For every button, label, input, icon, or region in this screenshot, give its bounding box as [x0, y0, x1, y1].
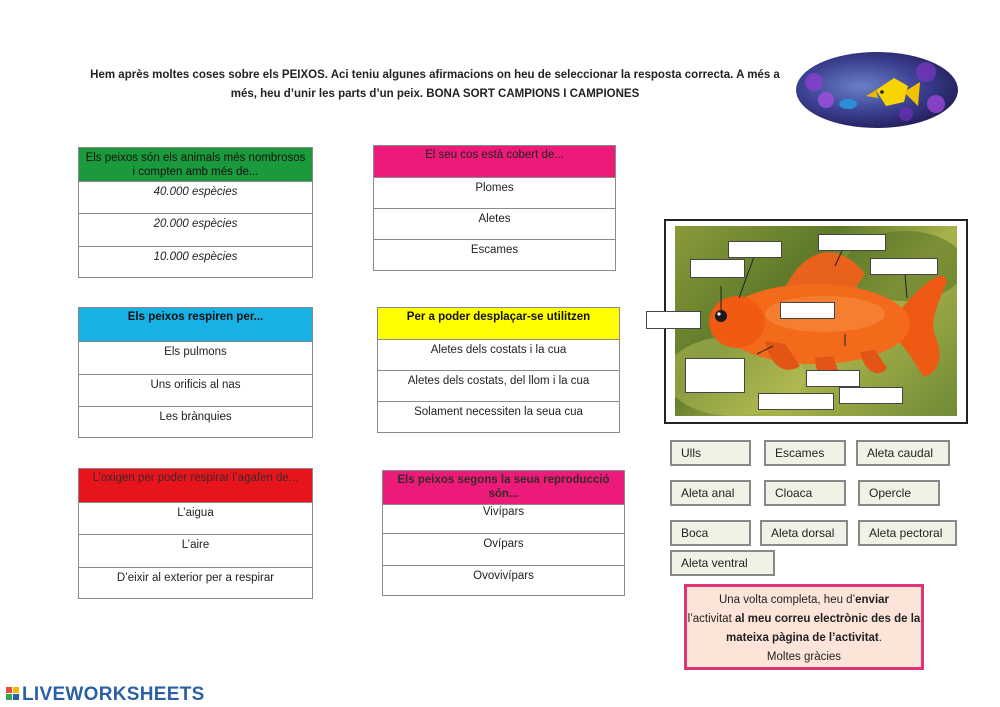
question-header — [374, 146, 615, 177]
fish-label-slot[interactable] — [780, 302, 835, 319]
question-header — [378, 308, 619, 339]
fish-label-slot[interactable] — [758, 393, 834, 410]
note-thanks: Moltes gràcies — [766, 651, 842, 663]
answer-option[interactable]: Uns orificis al nas — [79, 374, 312, 406]
instructions-line-1: Hem après moltes coses sobre els PEIXOS. Aci teniu algunes afirmacions on heu de seleccionar la resposta correcta. A més a — [90, 69, 780, 81]
fish-label-slot[interactable] — [728, 241, 782, 258]
question-header — [79, 148, 312, 181]
part-chip-aleta-dorsal[interactable]: Aleta dorsal — [760, 520, 848, 546]
question-card — [377, 307, 620, 433]
question-header — [79, 308, 312, 341]
fish-label-slot[interactable] — [818, 234, 886, 251]
answer-option[interactable]: 10.000 espècies — [79, 246, 312, 277]
answer-option[interactable]: Plomes — [374, 177, 615, 208]
answer-option[interactable]: Solament necessiten la seua cua — [378, 401, 619, 432]
part-chip-aleta-ventral[interactable]: Aleta ventral — [670, 550, 775, 576]
liveworksheets-logo[interactable] — [6, 684, 205, 706]
answer-option[interactable]: Els pulmons — [79, 341, 312, 374]
question-text: Els peixos són els animals més nombrosos i compten amb més de... — [85, 151, 306, 178]
note-text: l’activitat — [687, 613, 735, 625]
answer-option[interactable]: 20.000 espècies — [79, 213, 312, 246]
part-chip-escames[interactable]: Escames — [764, 440, 846, 466]
answer-option[interactable]: Aletes — [374, 208, 615, 239]
fish-label-slot[interactable] — [690, 259, 745, 278]
fish-label-slot[interactable] — [685, 358, 745, 393]
part-chip-aleta-anal[interactable]: Aleta anal — [670, 480, 751, 506]
part-chip-ulls[interactable]: Ulls — [670, 440, 751, 466]
fish-label-slot[interactable] — [806, 370, 860, 387]
question-header — [79, 469, 312, 502]
question-text: Per a poder desplaçar-se utilitzen — [406, 311, 591, 323]
answer-option[interactable]: Aletes dels costats, del llom i la cua — [378, 370, 619, 401]
answer-option[interactable]: D’eixir al exterior per a respirar — [79, 567, 312, 598]
question-text: L’oxigen per poder respirar l’agafen de... — [92, 472, 299, 484]
part-chip-opercle[interactable]: Opercle — [858, 480, 940, 506]
question-text: El seu cos està cobert de... — [425, 149, 564, 161]
note-text: . — [878, 632, 882, 644]
answer-option[interactable]: Aletes dels costats i la cua — [378, 339, 619, 370]
note-bold-email: al meu correu electrònic des de la mateixa pàgina de l’activitat — [726, 613, 921, 644]
question-card — [78, 307, 313, 438]
answer-option[interactable]: Ovovivípars — [383, 565, 624, 595]
note-text: Una volta completa, heu d’ — [718, 594, 856, 606]
answer-option[interactable]: Escames — [374, 239, 615, 270]
answer-option[interactable]: Ovípars — [383, 533, 624, 565]
aquarium-fish-photo — [796, 52, 958, 128]
answer-option[interactable]: Les brànquies — [79, 406, 312, 437]
question-header — [383, 471, 624, 504]
answer-option[interactable]: L’aigua — [79, 502, 312, 534]
answer-option[interactable]: 40.000 espècies — [79, 181, 312, 213]
part-chip-aleta-pectoral[interactable]: Aleta pectoral — [858, 520, 957, 546]
question-text: Els peixos respiren per... — [127, 311, 264, 323]
instructions-line-2: més, heu d’unir les parts d’un peix. BONA SORT CAMPIONS I CAMPIONES — [230, 88, 640, 100]
question-card — [78, 147, 313, 278]
part-chip-aleta-caudal[interactable]: Aleta caudal — [856, 440, 950, 466]
fish-label-slot[interactable] — [646, 311, 701, 329]
note-bold-send: enviar — [855, 594, 890, 606]
question-text: Els peixos segons la seua reproducció són... — [397, 474, 610, 500]
liveworksheets-logo-icon — [6, 687, 20, 701]
answer-option[interactable]: Vivípars — [383, 504, 624, 533]
question-card — [382, 470, 625, 596]
instructions — [90, 66, 780, 104]
question-card — [78, 468, 313, 599]
fish-label-slot[interactable] — [870, 258, 938, 275]
part-chip-boca[interactable]: Boca — [670, 520, 751, 546]
fish-label-slot[interactable] — [839, 387, 903, 404]
part-chip-cloaca[interactable]: Cloaca — [764, 480, 846, 506]
question-card — [373, 145, 616, 271]
logo-text: LIVEWORKSHEETS — [22, 684, 205, 705]
answer-option[interactable]: L’aire — [79, 534, 312, 567]
submission-note — [684, 584, 924, 670]
